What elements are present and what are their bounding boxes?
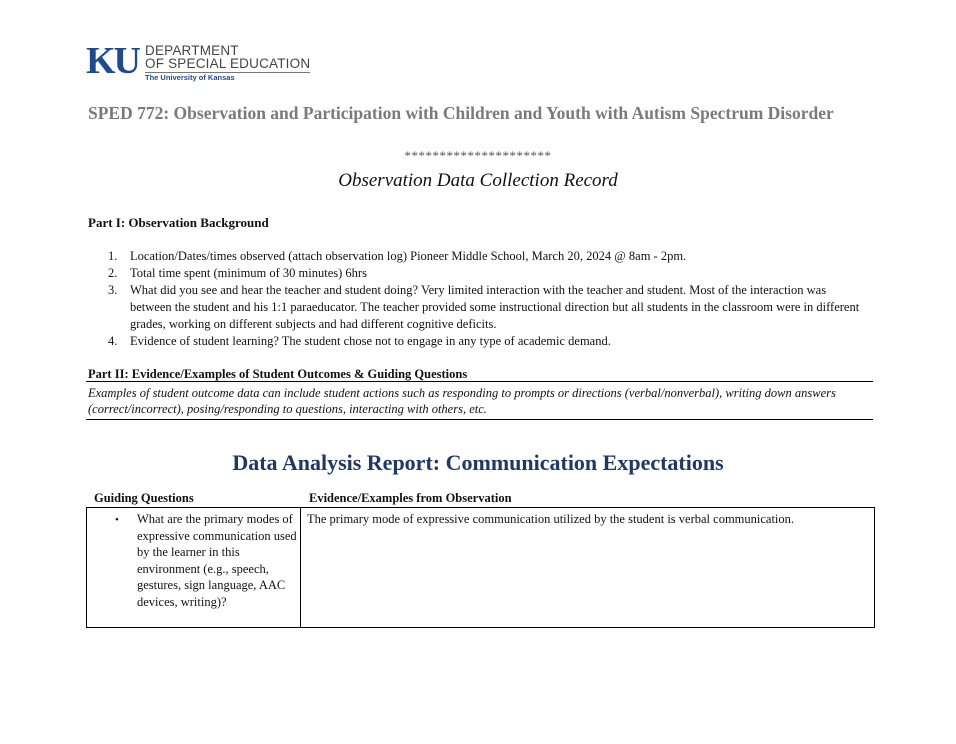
part2-description: Examples of student outcome data can include student actions such as responding to prompts or directions (verbal/nonverbal), writing down answers (correct/incorrect), posing/responding to questions, interacting with others, etc. bbox=[86, 381, 873, 420]
bullet-icon: • bbox=[115, 514, 119, 526]
logo-line-department: DEPARTMENT bbox=[145, 43, 239, 58]
data-analysis-table bbox=[86, 507, 875, 628]
column-header-evidence: Evidence/Examples from Observation bbox=[309, 491, 512, 505]
list-item-number: 1. bbox=[108, 249, 118, 263]
column-header-guiding-questions: Guiding Questions bbox=[94, 491, 194, 505]
list-item bbox=[108, 265, 868, 282]
separator-stars: ********************* bbox=[404, 148, 552, 163]
list-item bbox=[108, 333, 868, 350]
list-item-text: Location/Dates/times observed (attach observation log) Pioneer Middle School, March 20, 2024 @ 8am - 2pm. bbox=[130, 249, 687, 263]
logo-text bbox=[145, 44, 310, 82]
guiding-question-text: What are the primary modes of expressive communication used by the learner in this environment (e.g., speech, gestures, sign language, AAC devices, writing)? bbox=[137, 512, 297, 609]
list-item-number: 2. bbox=[108, 266, 118, 280]
logo-line-special-education: OF SPECIAL EDUCATION bbox=[145, 56, 311, 71]
list-item-number: 4. bbox=[108, 334, 118, 348]
logo-line-university: The University of Kansas bbox=[145, 73, 235, 82]
list-item bbox=[108, 248, 868, 265]
list-item-text: What did you see and hear the teacher and student doing? Very limited interaction with the teacher and student. Most of the interaction was between the student and his 1:1 paraeducator. The teacher provided some instructional direction but all students in the classroom were in different grades, working on different subjects and had different cognitive deficits. bbox=[130, 283, 860, 331]
list-item-text: Total time spent (minimum of 30 minutes) 6hrs bbox=[130, 266, 367, 280]
ku-logo bbox=[86, 42, 310, 82]
list-item bbox=[108, 282, 868, 333]
part1-heading: Part I: Observation Background bbox=[88, 215, 269, 230]
list-item-number: 3. bbox=[108, 283, 118, 297]
ku-logo-mark: KU bbox=[86, 40, 139, 82]
part2-heading: Part II: Evidence/Examples of Student Outcomes & Guiding Questions bbox=[88, 367, 468, 381]
observation-list bbox=[108, 248, 868, 350]
list-item-text: Evidence of student learning? The student chose not to engage in any type of academic demand. bbox=[130, 334, 611, 348]
course-title: SPED 772: Observation and Participation with Children and Youth with Autism Spectrum Disorder bbox=[88, 103, 834, 123]
record-title: Observation Data Collection Record bbox=[338, 170, 618, 191]
report-title: Data Analysis Report: Communication Expectations bbox=[232, 450, 724, 475]
guiding-question-cell bbox=[87, 508, 301, 627]
evidence-cell: The primary mode of expressive communication utilized by the student is verbal communication. bbox=[307, 512, 795, 526]
